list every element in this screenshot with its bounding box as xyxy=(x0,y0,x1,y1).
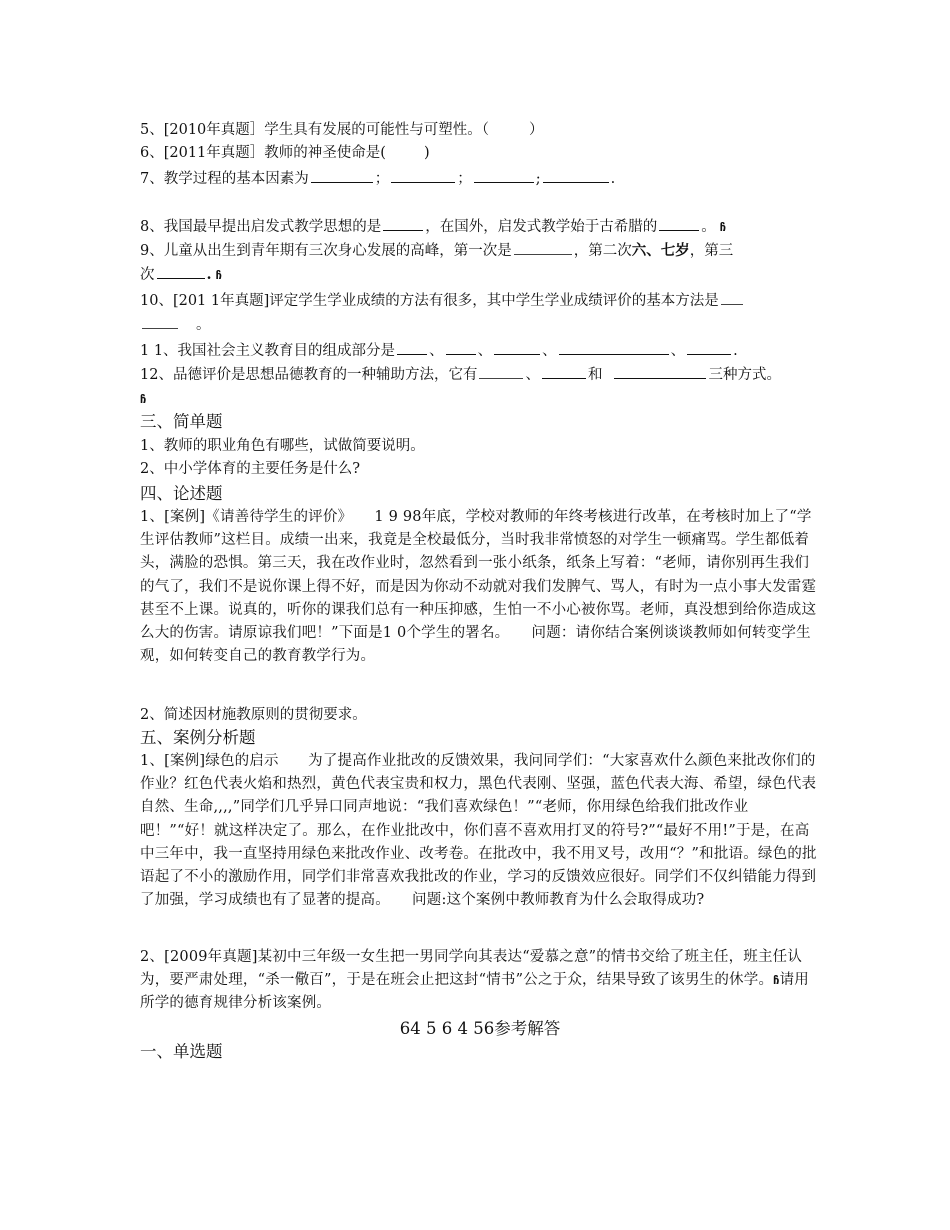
question-12: 12、品德评价是思想品德教育的一种辅助方法，它有 、 和 三种方式。 xyxy=(140,364,820,386)
question-8: 8、我国最早提出启发式教学思想的是 ，在国外，启发式教学始于古希腊的 。 ჩ xyxy=(140,216,820,239)
fill-blank[interactable] xyxy=(614,364,706,379)
question-11: 1 1、我国社会主义教育目的组成部分是 、 、 、 、 . xyxy=(140,340,820,362)
fill-blank[interactable] xyxy=(559,340,669,355)
question-9-cont: 次 . ჩ xyxy=(140,266,222,283)
question-12-cont xyxy=(140,388,820,411)
fill-blank[interactable] xyxy=(494,340,540,355)
question-9: 9、儿童从出生到青年期有三次身心发展的高峰，第一次是 ，第二次六、七岁，第三 xyxy=(140,242,734,259)
section-5-heading: 五、案例分析题 xyxy=(140,728,256,747)
fill-blank[interactable] xyxy=(446,340,476,355)
sec3-item-1: 1、教师的职业角色有哪些，试做简要说明。 xyxy=(140,438,425,454)
fill-blank[interactable] xyxy=(474,168,534,183)
question-10: 10、[201 1年真题]评定学生学业成绩的方法有很多，其中学生学业成绩评价的基本方法是 xyxy=(140,290,820,312)
fill-blank[interactable] xyxy=(659,216,699,231)
stray-mark-icon: ჩ xyxy=(215,269,222,282)
fill-blank[interactable] xyxy=(157,264,205,279)
fill-blank[interactable] xyxy=(311,168,373,183)
fill-blank[interactable] xyxy=(142,314,178,329)
fill-blank[interactable] xyxy=(542,364,586,379)
fill-blank[interactable] xyxy=(391,168,455,183)
stray-mark-icon: ჩ xyxy=(140,393,147,406)
question-10-cont: 。 xyxy=(140,314,820,336)
fill-blank[interactable] xyxy=(514,240,572,255)
section-4-heading: 四、论述题 xyxy=(140,484,223,503)
fill-blank[interactable] xyxy=(721,290,743,305)
answers-section-1: 一、单选题 xyxy=(140,1042,223,1061)
sec4-item-2: 2、简述因材施教原则的贯彻要求。 xyxy=(140,707,367,723)
stray-mark-icon: ჩ xyxy=(773,974,780,988)
sec3-item-2: 2、中小学体育的主要任务是什么? xyxy=(140,461,360,477)
fill-blank[interactable] xyxy=(479,364,523,379)
fill-blank[interactable] xyxy=(687,340,731,355)
question-5: 5、[2010年真题］学生具有发展的可能性与可塑性。（ ） xyxy=(140,122,544,138)
sec5-case-1: 1、[案例]绿色的启示 为了提高作业批改的反馈效果，我问同学们：“大家喜欢什么颜色来批改你们的作业？红色代表火焰和热烈，黄色代表宝贵和权力，黑色代表刚、坚强，蓝色代表大海、希望，绿色代表自然、生命,,,,”同学们几乎异口同声地说：“我们喜欢绿色！”“老师，你用绿色给我们批改作业吧！”“好！就这样决定了。那么，在作业批改中，你们喜不喜欢用打叉的符号?”“最好不用!”于是，在高中三年中，我一直坚持用绿色来批改作业、改考卷。在批改中，我不用叉号，改用“？”和批语。绿色的批语起了不小的激励作用，同学们非常喜欢我批改的作业，学习的反馈效应很好。同学们不仅纠错能力得到了加强，学习成绩也有了显著的提高。 问题:这个案例中教师教育为什么会取得成功? xyxy=(140,753,817,909)
question-6: 6、[2011年真题］教师的神圣使命是( ) xyxy=(140,145,430,161)
sec5-case-2: 2、[2009年真题]某初中三年级一女生把一男同学向其表达“爱慕之意”的情书交给了班主任，班主任认为，要严肃处理，“杀一儆百”，于是在班会止把这封“情书”公之于众，结果导致了该男生的休学。ჩ请用所学的德育规律分析该案例。 xyxy=(140,949,810,1012)
section-3-heading: 三、简单题 xyxy=(140,412,223,431)
fill-blank[interactable] xyxy=(383,216,423,231)
stray-mark-icon: ჩ xyxy=(719,221,726,234)
answers-title: 64 5 6 4 56参考解答 xyxy=(399,1019,561,1038)
fill-blank[interactable] xyxy=(543,168,609,183)
question-7: 7、教学过程的基本因素为 ； ； ; . xyxy=(140,168,820,190)
sec4-case-1: 1、[案例]《请善待学生的评价》 1 9 98年底，学校对教师的年终考核进行改革，在考核时加上了“学生评估教师”这栏目。成绩一出来，我竟是全校最低分，当时我非常愤怒的对学生一顿痛骂。学生都低着头，满脸的恐惧。第三天，我在改作业时，忽然看到一张小纸条，纸条上写着：“老师，请你别再生我们的气了，我们不是说你课上得不好，而是因为你动不动就对我们发脾气、骂人，有时为一点小事大发雷霆甚至不上课。说真的，听你的课我们总有一种压抑感，生怕一不小心被你骂。老师，真没想到给你造成这么大的伤害。请原谅我们吧！”下面是1 0个学生的署名。 问题：请你结合案例谈谈教师如何转变学生观，如何转变自己的教育教学行为。 xyxy=(140,509,817,665)
fill-blank[interactable] xyxy=(397,340,427,355)
